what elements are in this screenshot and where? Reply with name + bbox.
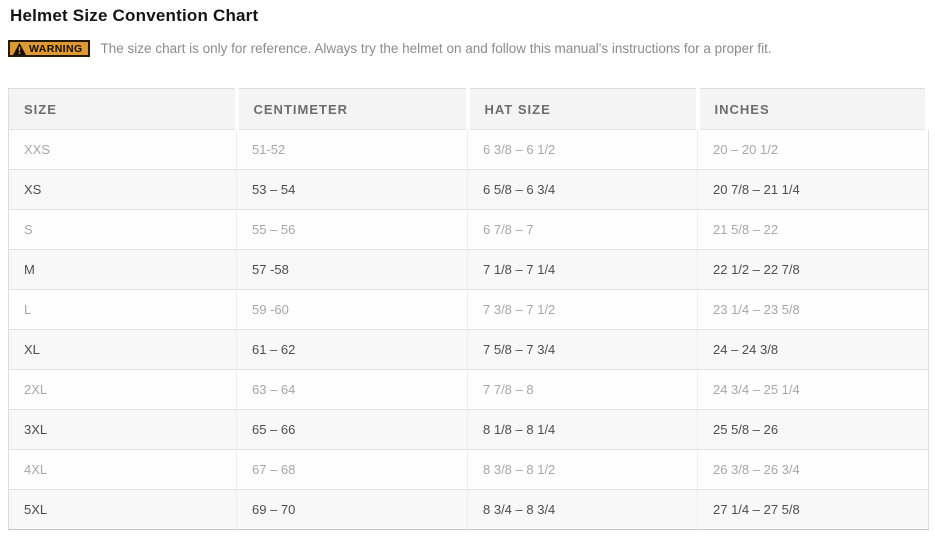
size-cell: XL [9, 330, 237, 370]
inches-cell: 21 5/8 – 22 [698, 210, 929, 250]
centimeter-cell: 55 – 56 [237, 210, 468, 250]
inches-cell: 27 1/4 – 27 5/8 [698, 490, 929, 530]
column-header-size: SIZE [9, 89, 237, 130]
hat-size-cell: 6 7/8 – 7 [468, 210, 698, 250]
centimeter-cell: 69 – 70 [237, 490, 468, 530]
hat-size-cell: 6 3/8 – 6 1/2 [468, 130, 698, 170]
table-row [9, 410, 929, 450]
table-row [9, 490, 929, 530]
centimeter-cell: 67 – 68 [237, 450, 468, 490]
warning-text: The size chart is only for reference. Always try the helmet on and follow this manual's instructions for a proper fit. [100, 41, 772, 56]
size-cell: 3XL [9, 410, 237, 450]
centimeter-cell: 53 – 54 [237, 170, 468, 210]
size-cell: 2XL [9, 370, 237, 410]
table-row [9, 330, 929, 370]
centimeter-cell: 61 – 62 [237, 330, 468, 370]
table-header [9, 89, 929, 130]
size-cell: S [9, 210, 237, 250]
warning-triangle-icon [13, 43, 26, 55]
table-row [9, 290, 929, 330]
hat-size-cell: 7 5/8 – 7 3/4 [468, 330, 698, 370]
table-row [9, 130, 929, 170]
column-header-hat-size: HAT SIZE [468, 89, 698, 130]
hat-size-cell: 8 3/4 – 8 3/4 [468, 490, 698, 530]
warning-badge-label: WARNING [29, 42, 83, 55]
inches-cell: 20 – 20 1/2 [698, 130, 929, 170]
centimeter-cell: 65 – 66 [237, 410, 468, 450]
size-chart-page [0, 6, 935, 553]
size-cell: 4XL [9, 450, 237, 490]
inches-cell: 22 1/2 – 22 7/8 [698, 250, 929, 290]
centimeter-cell: 59 -60 [237, 290, 468, 330]
hat-size-cell: 6 5/8 – 6 3/4 [468, 170, 698, 210]
page-title: Helmet Size Convention Chart [10, 6, 259, 25]
column-header-inches: INCHES [698, 89, 929, 130]
size-cell: XXS [9, 130, 237, 170]
table-body [9, 130, 929, 530]
table-row [9, 370, 929, 410]
hat-size-cell: 8 3/8 – 8 1/2 [468, 450, 698, 490]
size-cell: L [9, 290, 237, 330]
centimeter-cell: 57 -58 [237, 250, 468, 290]
centimeter-cell: 63 – 64 [237, 370, 468, 410]
centimeter-cell: 51-52 [237, 130, 468, 170]
table-row [9, 450, 929, 490]
column-header-centimeter: CENTIMETER [237, 89, 468, 130]
warning-badge [8, 40, 90, 57]
size-cell: M [9, 250, 237, 290]
hat-size-cell: 7 1/8 – 7 1/4 [468, 250, 698, 290]
inches-cell: 20 7/8 – 21 1/4 [698, 170, 929, 210]
inches-cell: 23 1/4 – 23 5/8 [698, 290, 929, 330]
inches-cell: 24 – 24 3/8 [698, 330, 929, 370]
table-header-row [9, 89, 929, 130]
table-row [9, 170, 929, 210]
size-cell: 5XL [9, 490, 237, 530]
hat-size-cell: 7 3/8 – 7 1/2 [468, 290, 698, 330]
inches-cell: 24 3/4 – 25 1/4 [698, 370, 929, 410]
inches-cell: 26 3/8 – 26 3/4 [698, 450, 929, 490]
inches-cell: 25 5/8 – 26 [698, 410, 929, 450]
table-row [9, 210, 929, 250]
table-row [9, 250, 929, 290]
helmet-size-table [8, 88, 933, 530]
hat-size-cell: 8 1/8 – 8 1/4 [468, 410, 698, 450]
hat-size-cell: 7 7/8 – 8 [468, 370, 698, 410]
size-cell: XS [9, 170, 237, 210]
warning-row [8, 40, 935, 57]
